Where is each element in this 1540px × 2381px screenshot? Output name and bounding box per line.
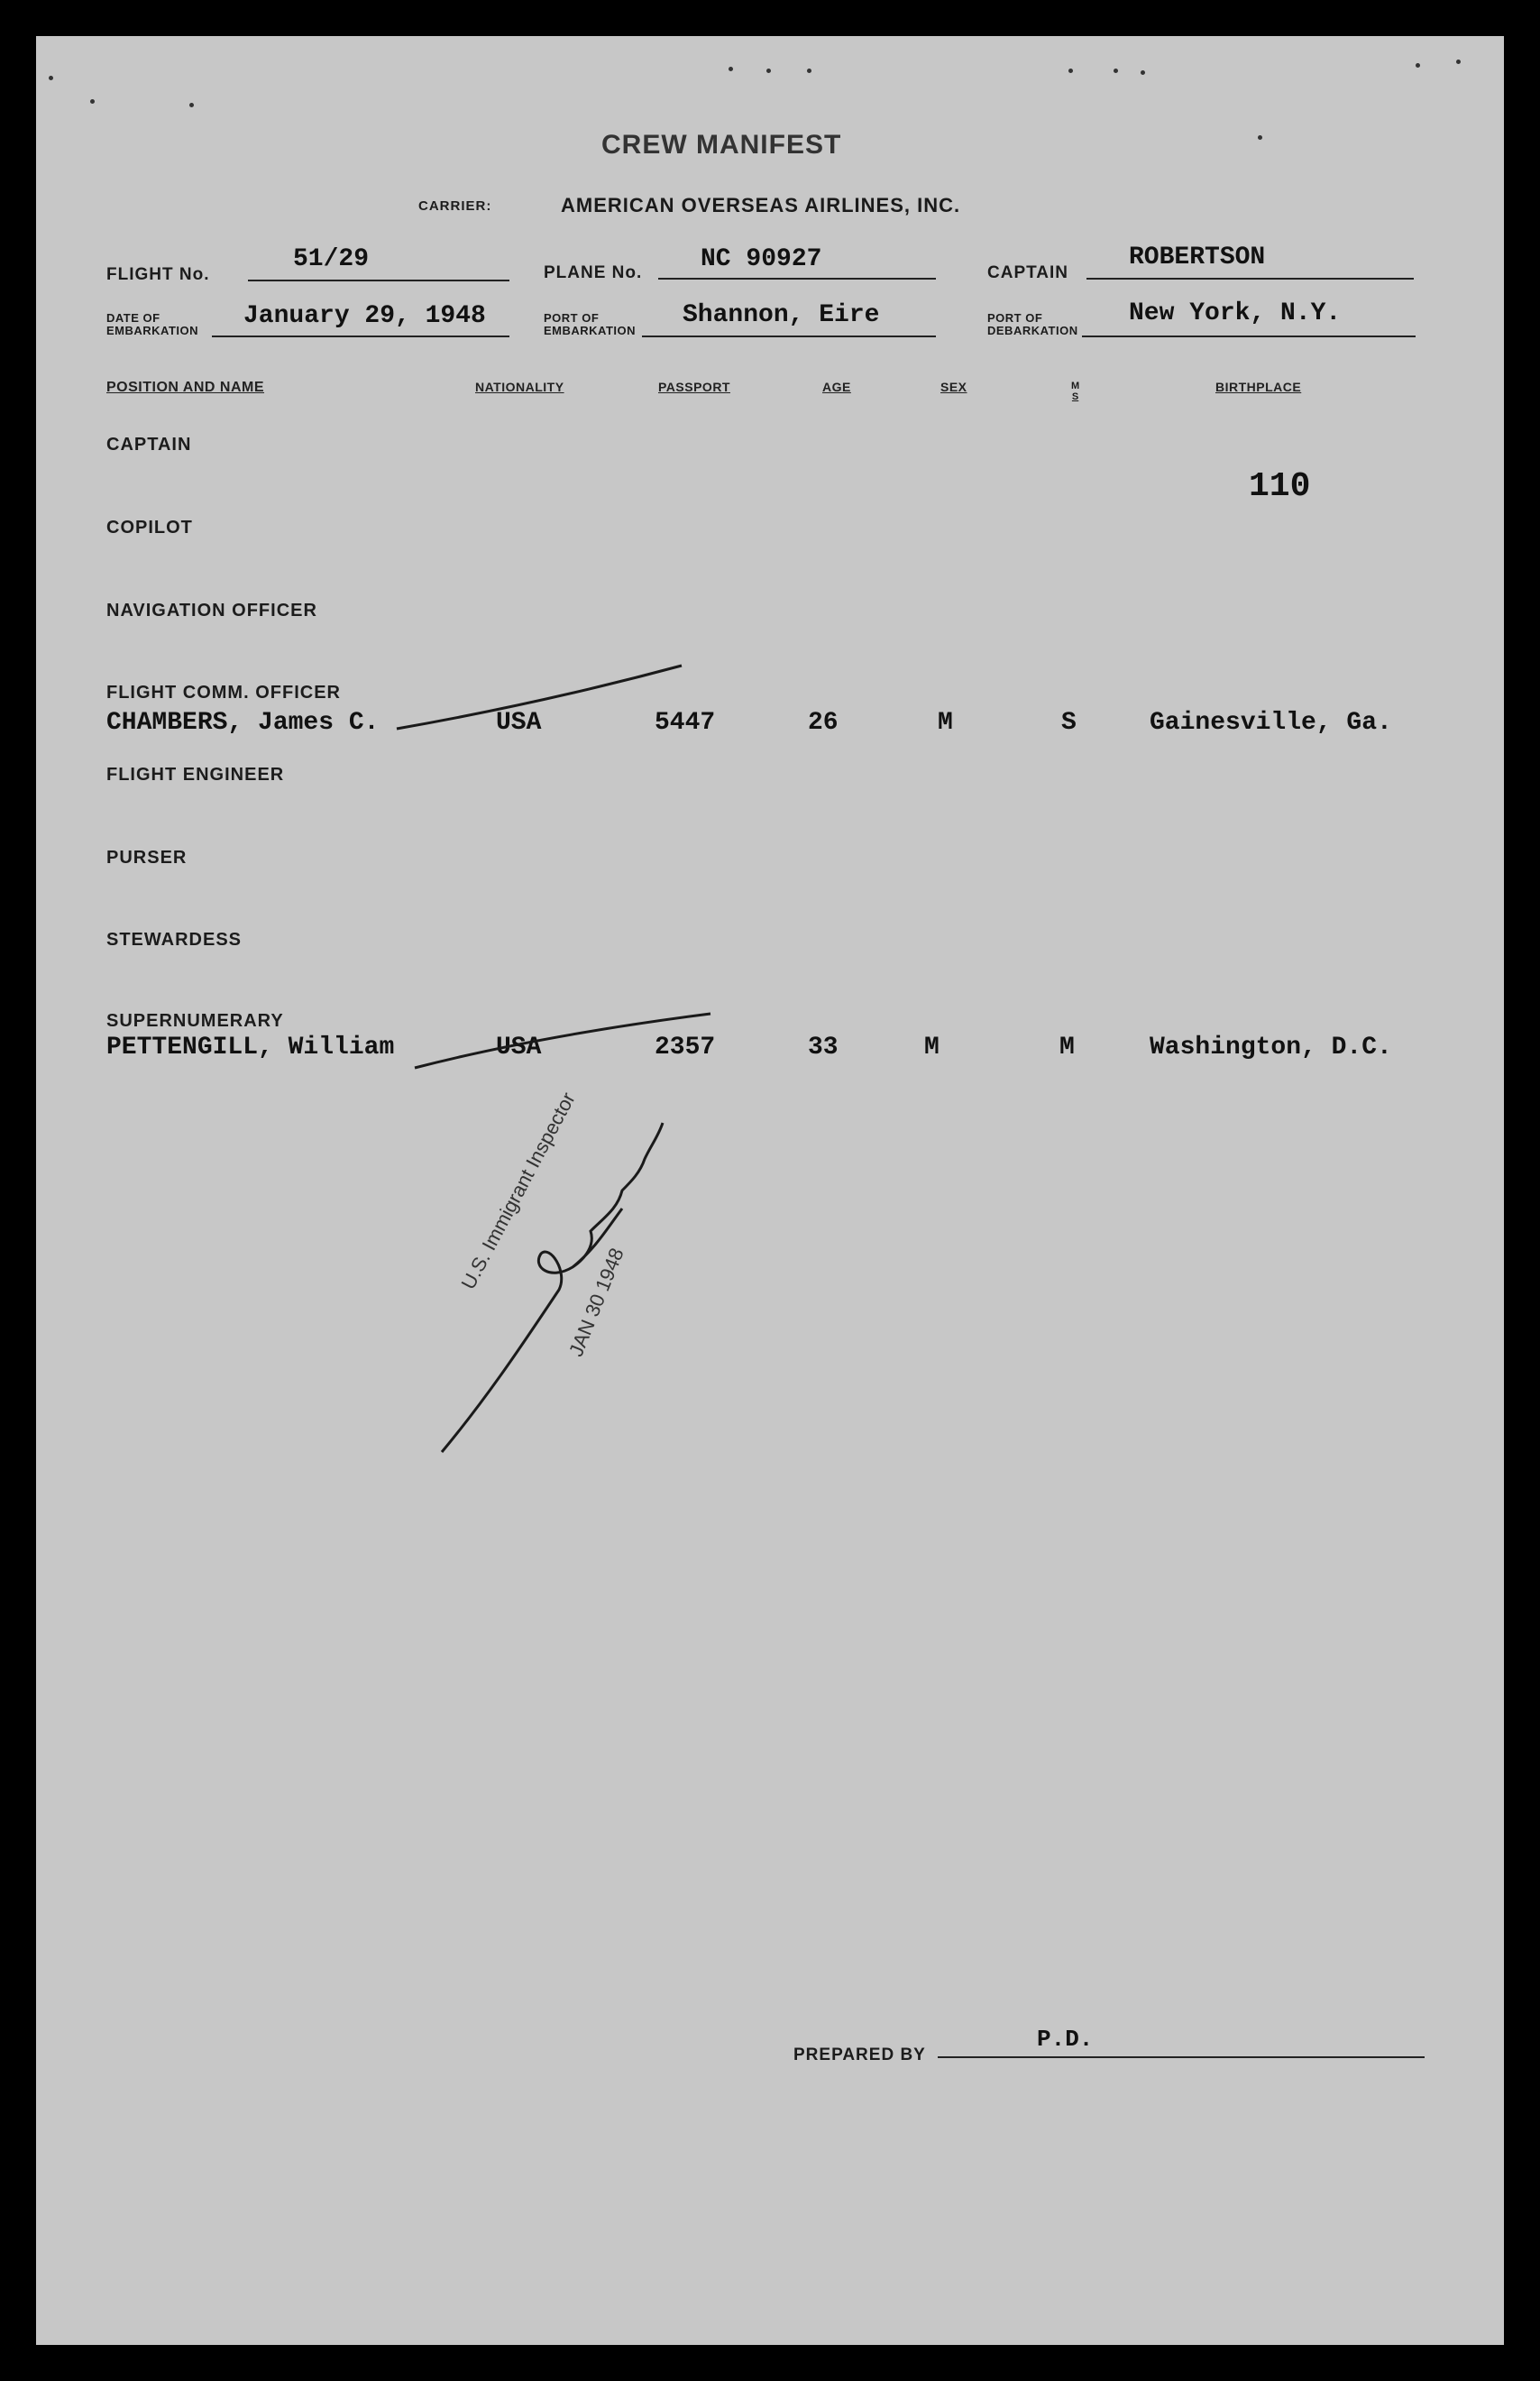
col-age: AGE [822, 380, 851, 394]
captain-label: CAPTAIN [987, 263, 1069, 282]
port-emb-label-line2: EMBARKATION [544, 324, 637, 337]
position-purser: PURSER [106, 848, 188, 868]
col-marital-m: M [1071, 381, 1080, 391]
crew-1-age: 26 [808, 709, 839, 737]
captain-value: ROBERTSON [1129, 244, 1266, 271]
col-marital-s: S [1071, 391, 1079, 402]
crew-1-birthplace: Gainesville, Ga. [1150, 709, 1392, 737]
crew-2-age: 33 [808, 1034, 839, 1062]
col-position-name: POSITION AND NAME [106, 380, 265, 395]
stamp-inspector-text: U.S. Immigrant Inspector [456, 1089, 580, 1293]
page-title: CREW MANIFEST [601, 130, 842, 160]
strike-line-2 [415, 1014, 710, 1068]
port-emb-label-line1: PORT OF [544, 311, 600, 325]
crew-1-sex: M [938, 709, 953, 737]
position-flight-engineer: FLIGHT ENGINEER [106, 765, 285, 785]
crew-1-passport: 5447 [655, 709, 716, 737]
crew-1-marital: S [1061, 709, 1077, 737]
date-label-line1: DATE OF [106, 311, 160, 325]
crew-1-nationality: USA [496, 709, 542, 737]
port-embarkation-value: Shannon, Eire [683, 301, 880, 329]
prepared-by-underline [938, 2056, 1425, 2058]
port-deb-label-line2: DEBARKATION [987, 324, 1078, 337]
strike-line-1 [397, 666, 682, 729]
crew-2-birthplace: Washington, D.C. [1150, 1034, 1392, 1062]
port-deb-label-line1: PORT OF [987, 311, 1043, 325]
manifest-page [36, 36, 1504, 2345]
position-flight-comm-officer: FLIGHT COMM. OFFICER [106, 683, 341, 703]
crew-2-passport: 2357 [655, 1034, 716, 1062]
prepared-by-value: P.D. [1037, 2026, 1094, 2053]
port-debarkation-value: New York, N.Y. [1129, 299, 1342, 327]
plane-no-label: PLANE No. [544, 263, 643, 282]
col-sex: SEX [940, 380, 967, 394]
crew-1-name: CHAMBERS, James C. [106, 709, 380, 737]
carrier-value: AMERICAN OVERSEAS AIRLINES, INC. [561, 194, 961, 216]
embarkation-date: January 29, 1948 [243, 302, 486, 330]
date-label-line2: EMBARKATION [106, 324, 199, 337]
position-captain: CAPTAIN [106, 435, 192, 455]
col-passport: PASSPORT [658, 380, 730, 394]
prepared-by-label: PREPARED BY [793, 2045, 926, 2064]
col-nationality: NATIONALITY [475, 380, 564, 394]
col-birthplace: BIRTHPLACE [1215, 380, 1302, 394]
flight-no-label: FLIGHT No. [106, 265, 210, 284]
stamp-date: JAN 30 1948 [564, 1245, 628, 1360]
crew-2-sex: M [924, 1034, 940, 1062]
crew-2-marital: M [1059, 1034, 1075, 1062]
position-supernumerary: SUPERNUMERARY [106, 1011, 284, 1031]
inspector-stamp [415, 1073, 793, 1488]
plane-no-value: NC 90927 [701, 245, 822, 273]
position-navigation-officer: NAVIGATION OFFICER [106, 601, 317, 621]
carrier-label: CARRIER: [418, 198, 492, 214]
crew-2-name: PETTENGILL, William [106, 1034, 395, 1062]
crew-2-nationality: USA [496, 1034, 542, 1062]
position-stewardess: STEWARDESS [106, 930, 243, 950]
position-copilot: COPILOT [106, 518, 193, 538]
flight-no-value: 51/29 [293, 245, 370, 273]
page-number: 110 [1249, 467, 1311, 506]
